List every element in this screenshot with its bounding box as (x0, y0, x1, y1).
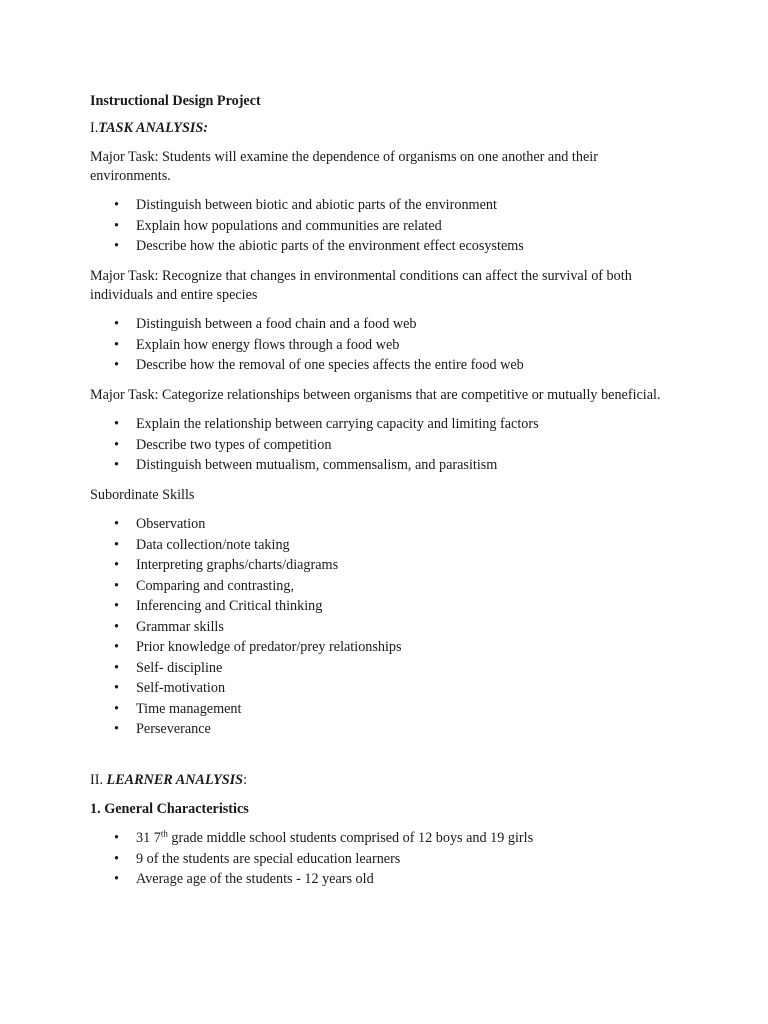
list-item (114, 720, 678, 739)
bullet-icon: • (114, 416, 119, 432)
task-bullet-list (90, 415, 678, 475)
list-item-text: Time management (136, 700, 242, 717)
bullet-icon: • (114, 557, 119, 573)
bullet-icon: • (114, 659, 119, 676)
bullet-icon: • (114, 238, 119, 254)
spacer (90, 750, 678, 771)
list-item (114, 356, 678, 375)
ordinal-suffix: th (160, 828, 168, 839)
section-label: TASK ANALYSIS: (98, 120, 209, 136)
list-item-text: Data collection/note taking (136, 536, 290, 553)
list-item (114, 618, 678, 637)
list-item-text: Distinguish between biotic and abiotic parts of the environment (136, 197, 497, 213)
task-list (90, 148, 678, 475)
bullet-icon: • (114, 830, 119, 846)
list-item (114, 870, 678, 889)
list-item (114, 436, 678, 455)
bullet-icon: • (114, 618, 119, 635)
bullet-icon: • (114, 516, 119, 532)
list-item (114, 217, 678, 236)
major-task-text: Major Task: Students will examine the dependence of organisms on one another and their environments. (90, 149, 598, 184)
list-item-text: 9 of the students are special education learners (136, 850, 401, 867)
section-label: LEARNER ANALYSIS (106, 772, 244, 788)
bullet-icon: • (114, 680, 119, 696)
bullet-icon: • (114, 457, 119, 473)
list-item (114, 659, 678, 678)
bullet-icon: • (114, 536, 119, 553)
bullet-icon: • (114, 721, 119, 737)
subordinate-skills-heading: Subordinate Skills (90, 487, 195, 503)
list-item (114, 577, 678, 596)
list-item (114, 415, 678, 434)
task-bullet-list (90, 315, 678, 375)
list-item (114, 638, 678, 657)
list-item-text: Distinguish between mutualism, commensalism, and parasitism (136, 457, 498, 473)
document-title: Instructional Design Project (90, 93, 261, 109)
list-item (114, 700, 678, 719)
list-item (114, 679, 678, 698)
list-item (114, 515, 678, 534)
list-item-text: Observation (136, 516, 206, 532)
list-item-text: Inferencing and Critical thinking (136, 598, 323, 614)
general-characteristics-heading: 1. General Characteristics (90, 801, 249, 817)
list-item (114, 828, 678, 848)
list-item-text: Describe two types of competition (136, 436, 332, 453)
list-item (114, 336, 678, 355)
section-suffix: : (243, 772, 248, 788)
section-learner-analysis-heading (90, 771, 678, 790)
bullet-icon: • (114, 700, 119, 717)
list-item-text: Prior knowledge of predator/prey relationships (136, 639, 402, 655)
list-item-prefix: 31 7 (136, 830, 161, 846)
list-item (114, 456, 678, 475)
bullet-icon: • (114, 197, 119, 213)
section-number: I. (90, 120, 99, 136)
list-item-text: Interpreting graphs/charts/diagrams (136, 557, 339, 573)
list-item-text: Average age of the students - 12 years old (136, 871, 374, 887)
list-item-text: Explain how energy flows through a food web (136, 336, 400, 353)
subordinate-skills-list (90, 515, 678, 739)
list-item (114, 237, 678, 256)
list-item-text: Grammar skills (136, 618, 224, 635)
list-item-text: Explain the relationship between carrying capacity and limiting factors (136, 416, 539, 432)
bullet-icon: • (114, 639, 119, 655)
list-item-text: Explain how populations and communities are related (136, 217, 442, 234)
list-item (114, 850, 678, 869)
bullet-icon: • (114, 357, 119, 373)
list-item-text: Describe how the removal of one species affects the entire food web (136, 357, 524, 373)
list-item (114, 597, 678, 616)
list-item-text: Self-motivation (136, 680, 226, 696)
bullet-icon: • (114, 217, 119, 234)
list-item-text: Comparing and contrasting, (136, 577, 295, 594)
section-task-analysis-heading (90, 119, 678, 138)
bullet-icon: • (114, 598, 119, 614)
list-item (114, 315, 678, 334)
list-item-text: Self- discipline (136, 659, 223, 676)
list-item (114, 556, 678, 575)
section-number: II. (90, 772, 103, 788)
list-item-text: Perseverance (136, 721, 211, 737)
list-item-suffix: grade middle school students comprised of 12 boys and 19 girls (167, 830, 534, 846)
list-item (114, 536, 678, 555)
list-item-text: Distinguish between a food chain and a food web (136, 316, 417, 332)
bullet-icon: • (114, 871, 119, 887)
bullet-icon: • (114, 436, 119, 453)
bullet-icon: • (114, 577, 119, 594)
bullet-icon: • (114, 336, 119, 353)
list-item-text: Describe how the abiotic parts of the environment effect ecosystems (136, 238, 524, 254)
bullet-icon: • (114, 850, 119, 867)
major-task-text: Major Task: Recognize that changes in environmental conditions can affect the survival of both individuals and entire species (90, 268, 632, 303)
task-bullet-list (90, 196, 678, 256)
list-item (114, 196, 678, 215)
bullet-icon: • (114, 316, 119, 332)
major-task-text: Major Task: Categorize relationships between organisms that are competitive or mutually beneficial. (90, 387, 661, 403)
general-characteristics-list (90, 829, 678, 889)
